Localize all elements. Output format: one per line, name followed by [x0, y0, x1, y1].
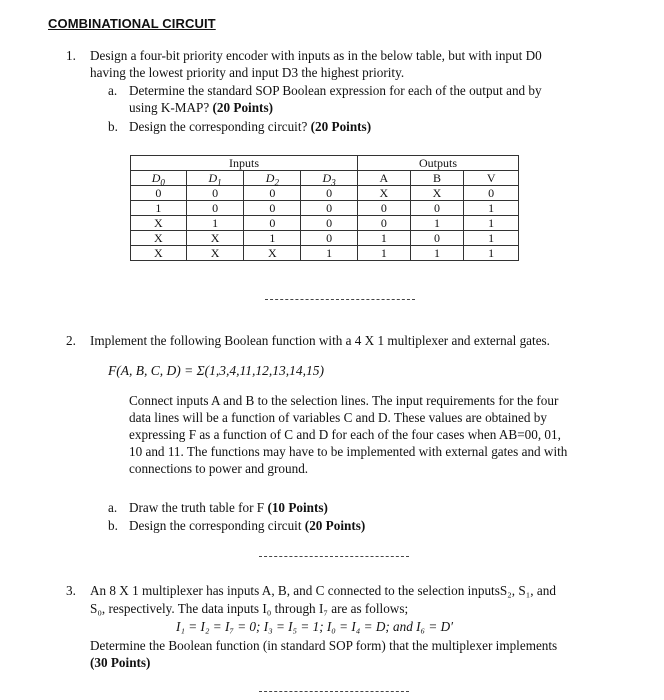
q2b-text: Design the corresponding circuit	[129, 518, 302, 533]
q3-equations: I₁ = I₂ = I₇ = 0; I₃ = I₅ = 1; I₀ = I₄ = D; and I₆ = D′	[176, 619, 454, 634]
table-cell: 1	[410, 216, 464, 231]
table-cell: 0	[186, 201, 244, 216]
q2a-line	[129, 499, 328, 516]
table-row	[131, 201, 519, 216]
divider	[259, 556, 409, 557]
q3-line3: Determine the Boolean function (in standard SOP form) that the multiplexer implements	[90, 638, 558, 653]
table-cell: 0	[464, 186, 519, 201]
q1-number: 1.	[66, 48, 76, 63]
table-body	[131, 186, 519, 261]
q1a-points: (20 Points)	[212, 100, 273, 115]
q2a-marker: a.	[108, 500, 118, 515]
q2-intro: Implement the following Boolean function with a 4 X 1 multiplexer and external gates.	[90, 333, 550, 348]
col-d0: $D_0$	[131, 171, 187, 186]
table-cell: X	[186, 246, 244, 261]
outputs-header: Outputs	[358, 156, 519, 171]
q1b-points: (20 Points)	[310, 119, 372, 134]
priority-encoder-table	[130, 155, 519, 261]
table-cell: 1	[244, 231, 301, 246]
table-cell: 0	[410, 231, 464, 246]
q3-number: 3.	[66, 583, 76, 598]
q1-line1: Design a four-bit priority encoder with inputs as in the below table, but with input D0	[90, 48, 542, 63]
table-row	[131, 231, 519, 246]
col-d3: $D_3$	[301, 171, 358, 186]
table-cell: 1	[131, 201, 187, 216]
q2-para-line-2: data lines will be a function of variables C and D. These values are obtained by	[129, 410, 547, 425]
q3-points: (30 Points)	[90, 655, 151, 670]
table-group-header	[131, 156, 519, 171]
table-cell: 1	[464, 201, 519, 216]
table-cell: 1	[464, 231, 519, 246]
page-title: COMBINATIONAL CIRCUIT	[48, 16, 216, 31]
table-cell: 0	[301, 186, 358, 201]
col-d1: $D_1$	[186, 171, 244, 186]
table-cell: 0	[131, 186, 187, 201]
inputs-header: Inputs	[131, 156, 358, 171]
q2a-text: Draw the truth table for F	[129, 500, 265, 515]
table-cell: 0	[358, 216, 411, 231]
table-cell: X	[186, 231, 244, 246]
table-cell: 0	[301, 216, 358, 231]
col-b: B	[410, 171, 464, 186]
table-cell: 1	[358, 231, 411, 246]
q1a-text: using K-MAP?	[129, 100, 210, 115]
table-cell: 0	[358, 201, 411, 216]
table-cell: 1	[301, 246, 358, 261]
divider	[265, 299, 415, 300]
table-cell: X	[131, 231, 187, 246]
col-a: A	[358, 171, 411, 186]
q3-line2: S₀, respectively. The data inputs I₀ through I₇ are as follows;	[90, 601, 409, 616]
divider	[259, 691, 409, 692]
q1b-text: Design the corresponding circuit?	[129, 119, 308, 134]
q1a-marker: a.	[108, 83, 118, 98]
table-cell: 0	[301, 201, 358, 216]
q2-para-line-1: Connect inputs A and B to the selection lines. The input requirements for the four	[129, 393, 559, 408]
q2-para-line-3: expressing F as a function of C and D for each of the four cases when AB=00, 01,	[129, 427, 561, 442]
table-cell: X	[131, 246, 187, 261]
q2-para-line-5: connections to power and ground.	[129, 461, 309, 476]
q2-function: F(A, B, C, D) = Σ(1,3,4,11,12,13,14,15)	[108, 363, 324, 378]
q1a-line1: Determine the standard SOP Boolean expression for each of the output and by	[129, 83, 542, 98]
q1a-line2	[129, 99, 273, 116]
table-cell: 0	[244, 216, 301, 231]
table-cell: 1	[410, 246, 464, 261]
table-cell: X	[131, 216, 187, 231]
table-row	[131, 246, 519, 261]
table-cell: 1	[358, 246, 411, 261]
table-cell: X	[244, 246, 301, 261]
table-cell: 1	[464, 246, 519, 261]
q2b-points: (20 Points)	[304, 518, 366, 533]
col-d2: $D_2$	[244, 171, 301, 186]
q3-line1: An 8 X 1 multiplexer has inputs A, B, and C connected to the selection inputsS₂, S₁, and	[90, 583, 556, 598]
table-cell: 0	[244, 201, 301, 216]
table-row	[131, 216, 519, 231]
q1-line2: having the lowest priority and input D3 the highest priority.	[90, 65, 405, 80]
q2a-points: (10 Points)	[267, 500, 328, 515]
table-cell: 0	[244, 186, 301, 201]
table-cell: X	[358, 186, 411, 201]
table-cell: 1	[186, 216, 244, 231]
table-cell: 1	[464, 216, 519, 231]
q2-number: 2.	[66, 333, 76, 348]
table-cell: 0	[410, 201, 464, 216]
q2b-line	[129, 517, 365, 534]
col-v: V	[464, 171, 519, 186]
table-cell: 0	[301, 231, 358, 246]
q1b-marker: b.	[108, 119, 118, 134]
q1b-line	[129, 118, 371, 135]
table-column-header	[131, 171, 519, 186]
table-cell: X	[410, 186, 464, 201]
q2-para-line-4: 10 and 11. The functions may have to be implemented with external gates and with	[129, 444, 568, 459]
table-row	[131, 186, 519, 201]
table-cell: 0	[186, 186, 244, 201]
q2b-marker: b.	[108, 518, 118, 533]
